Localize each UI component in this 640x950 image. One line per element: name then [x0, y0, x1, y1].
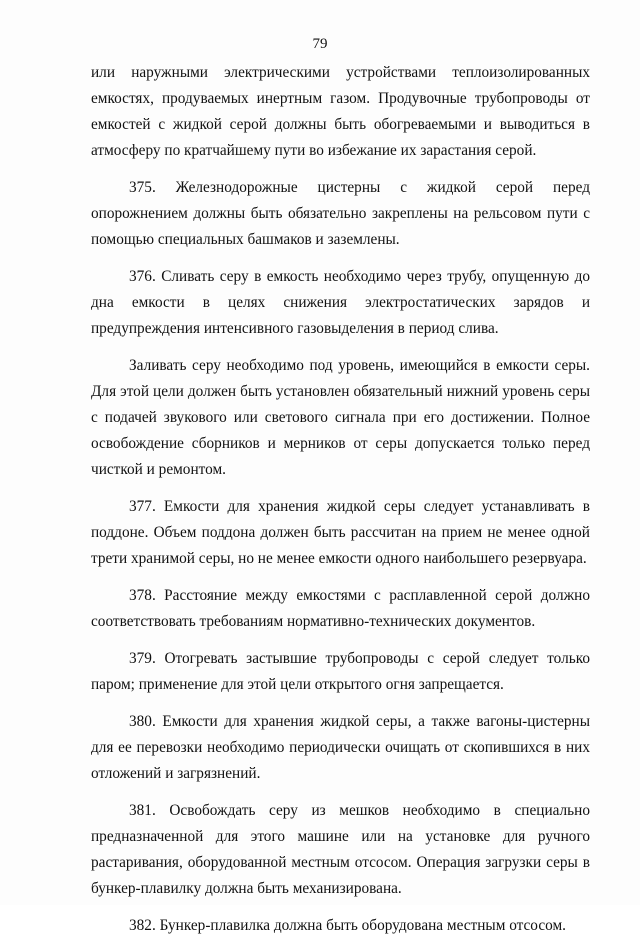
page-number: 79: [312, 36, 328, 52]
paragraph-382: 382. Бункер-плавилка должна быть оборудована местным отсосом.: [129, 917, 566, 934]
paragraph-377: 377. Емкости для хранения жидкой серы следует устанавливать в поддоне. Объем поддона должен быть рассчитан на прием не менее одной трети хранимой серы, но не менее емкости одного наибольшего резервуара.: [91, 498, 590, 567]
paragraph-376: 376. Сливать серу в емкость необходимо через трубу, опущенную до дна емкости в целях снижения электростатических зарядов и предупреждения интенсивного газовыделения в период слива.: [91, 268, 590, 337]
page-body: [91, 60, 590, 950]
paragraph-376-cont: Заливать серу необходимо под уровень, имеющийся в емкости серы. Для этой цели должен быть установлен обязательный нижний уровень серы с подачей звукового или светового сигнала при его достижении. Полное освобождение сборников и мерников от серы допускается только перед чисткой и ремонтом.: [91, 357, 590, 478]
paragraph-378: 378. Расстояние между емкостями с расплавленной серой должно соответствовать требованиям нормативно-технических документов.: [91, 587, 590, 630]
paragraph-379: 379. Отогревать застывшие трубопроводы с серой следует только паром; применение для этой цели открытого огня запрещается.: [91, 650, 590, 693]
paragraph-continuation: или наружными электрическими устройствами теплоизолированных емкостях, продуваемых инертным газом. Продувочные трубопроводы от емкостей с жидкой серой должны быть обогреваемыми и выводиться в атмосферу по кратчайшему пути во избежание их зарастания серой.: [91, 64, 590, 159]
paragraph-375: 375. Железнодорожные цистерны с жидкой серой перед опорожнением должны быть обязательно закреплены на рельсовом пути с помощью специальных башмаков и заземлены.: [91, 179, 590, 248]
paragraph-380: 380. Емкости для хранения жидкой серы, а также вагоны-цистерны для ее перевозки необходимо периодически очищать от скопившихся в них отложений и загрязнений.: [91, 713, 590, 782]
paragraph-381: 381. Освобождать серу из мешков необходимо в специально предназначенной для этого машине или на установке для ручного растаривания, оборудованной местным отсосом. Операция загрузки серы в бункер-плавилку должна быть механизирована.: [91, 802, 590, 897]
